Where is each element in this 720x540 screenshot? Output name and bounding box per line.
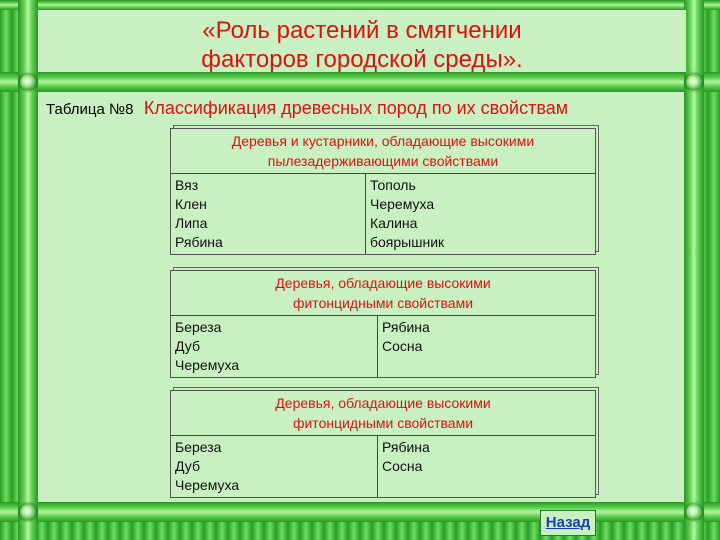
frame-joint-icon bbox=[686, 504, 702, 520]
table-header-line1: Деревья и кустарники, обладающие высокими bbox=[231, 133, 535, 149]
table-header bbox=[171, 129, 595, 174]
table-body bbox=[171, 316, 595, 377]
content-panel bbox=[38, 92, 684, 502]
slide-title bbox=[38, 10, 686, 74]
table-cell-right bbox=[365, 174, 595, 254]
classification-table bbox=[170, 270, 596, 378]
table-header-line2: фитонцидными свойствами bbox=[292, 415, 474, 431]
table-header bbox=[171, 271, 595, 316]
table-header-line1: Деревья, обладающие высокими bbox=[275, 275, 491, 291]
table-title: Классификация древесных пород по их свойствам bbox=[143, 98, 569, 118]
tree-name: Липа bbox=[175, 215, 208, 231]
table-body bbox=[171, 436, 595, 497]
tree-name: боярышник bbox=[370, 234, 445, 250]
tree-name: Дуб bbox=[175, 338, 200, 354]
frame-joint-icon bbox=[20, 504, 36, 520]
slide-title-line2: факторов городской среды». bbox=[201, 46, 523, 73]
table-cell-left bbox=[171, 174, 365, 254]
table-number: Таблица №8 bbox=[46, 101, 134, 118]
table-cell-right bbox=[377, 316, 595, 377]
table-cell-left bbox=[171, 316, 377, 377]
tree-name: Рябина bbox=[382, 439, 430, 455]
tree-name: Береза bbox=[175, 319, 222, 335]
slide-title-line1: «Роль растений в смягчении bbox=[202, 17, 522, 44]
frame-joint-icon bbox=[20, 74, 36, 90]
table-cell-right bbox=[377, 436, 595, 497]
tree-name: Черемуха bbox=[175, 357, 240, 373]
table-caption bbox=[46, 98, 568, 119]
tree-name: Береза bbox=[175, 439, 222, 455]
back-link[interactable]: Назад bbox=[540, 510, 596, 536]
tree-name: Дуб bbox=[175, 458, 200, 474]
table-header bbox=[171, 391, 595, 436]
table-header-line1: Деревья, обладающие высокими bbox=[275, 395, 491, 411]
tree-name: Рябина bbox=[175, 234, 223, 250]
tree-name: Рябина bbox=[382, 319, 430, 335]
frame-bar-top bbox=[0, 0, 720, 10]
tree-name: Черемуха bbox=[175, 477, 240, 493]
classification-table bbox=[170, 128, 596, 255]
frame-joint-icon bbox=[686, 74, 702, 90]
tree-name: Вяз bbox=[175, 177, 199, 193]
tree-name: Тополь bbox=[370, 177, 416, 193]
title-panel bbox=[38, 10, 686, 72]
tree-name: Черемуха bbox=[370, 196, 435, 212]
table-header-line2: пылезадерживающими свойствами bbox=[267, 153, 499, 169]
classification-table bbox=[170, 390, 596, 498]
tree-name: Сосна bbox=[382, 458, 423, 474]
tree-name: Клен bbox=[175, 196, 207, 212]
tree-name: Сосна bbox=[382, 338, 423, 354]
table-body bbox=[171, 174, 595, 254]
frame-bar-bottom bbox=[0, 502, 720, 522]
tree-name: Калина bbox=[370, 215, 418, 231]
table-header-line2: фитонцидными свойствами bbox=[292, 295, 474, 311]
table-cell-left bbox=[171, 436, 377, 497]
frame-bar-middle bbox=[0, 72, 720, 92]
